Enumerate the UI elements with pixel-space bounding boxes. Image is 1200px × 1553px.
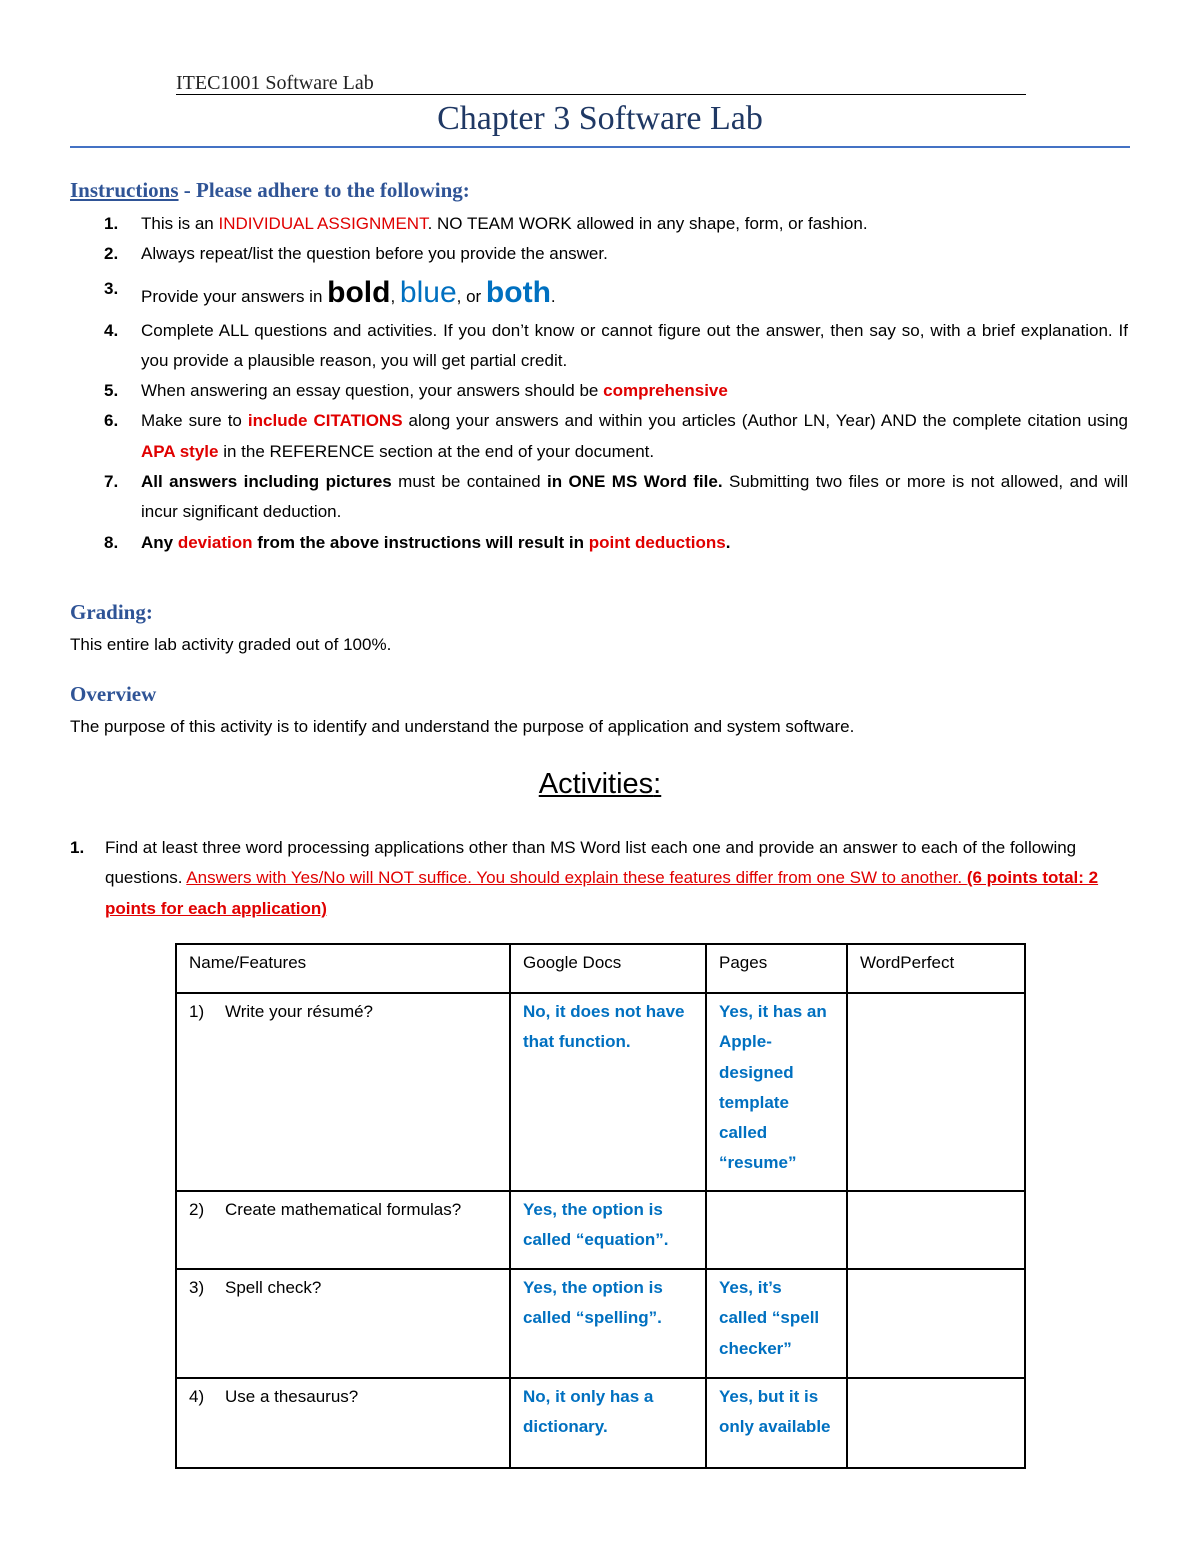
instruction-number: 2.	[104, 244, 119, 264]
instruction-text: This is an	[141, 214, 219, 233]
question-text: Write your résumé?	[225, 1002, 374, 1021]
table-header-row	[176, 944, 1025, 993]
question-number: 4)	[189, 1387, 205, 1406]
table-header: WordPerfect	[847, 944, 1025, 993]
instruction-item	[70, 209, 1128, 239]
instruction-text: When answering an essay question, your answers should be	[141, 381, 604, 401]
instruction-item	[70, 270, 1128, 316]
instruction-item	[70, 239, 1128, 269]
instruction-both-sample: both	[485, 275, 551, 309]
instruction-highlight: deviation	[177, 532, 253, 552]
pages-answer: Yes, but it is only available	[706, 1378, 847, 1468]
overview-text: The purpose of this activity is to identify and understand the purpose of application and system software.	[70, 717, 855, 736]
instruction-item	[70, 376, 1128, 406]
pages-answer	[706, 1191, 847, 1269]
instruction-text: Provide your answers in	[141, 286, 328, 306]
instruction-item	[70, 406, 1128, 467]
instructions-heading-link: Instructions	[70, 178, 179, 202]
instruction-bold-text: in ONE MS Word file.	[546, 472, 723, 492]
activity-item	[70, 833, 1128, 924]
instruction-bold-sample: bold	[327, 275, 391, 309]
instruction-blue-sample: blue	[399, 275, 457, 309]
instruction-highlight: point deductions	[588, 532, 726, 552]
grading-heading: Grading:	[70, 600, 153, 624]
instruction-highlight: INDIVIDUAL ASSIGNMENT	[218, 214, 428, 233]
table-row	[176, 1378, 1025, 1468]
page-title: Chapter 3 Software Lab	[437, 100, 763, 137]
table-row	[176, 1269, 1025, 1378]
instruction-highlight: APA style	[141, 441, 219, 461]
instruction-text: . NO TEAM WORK allowed in any shape, form, or fashion.	[427, 214, 868, 233]
instruction-item	[70, 528, 1128, 558]
activity-description: Find at least three word processing applications other than MS Word list each one and provide an answer to each of the following questions.	[105, 838, 1077, 888]
instruction-text: , or	[456, 286, 486, 306]
wordperfect-answer	[847, 993, 1025, 1191]
pages-answer: Yes, it’s called “spell checker”	[706, 1269, 847, 1378]
instruction-number: 6.	[104, 411, 119, 431]
question-cell	[176, 1378, 510, 1468]
activity-number: 1.	[70, 838, 85, 857]
instruction-number: 3.	[104, 278, 119, 298]
question-text: Spell check?	[225, 1278, 322, 1297]
wordperfect-answer	[847, 1378, 1025, 1468]
instruction-highlight: include CITATIONS	[247, 411, 403, 431]
instruction-number: 1.	[104, 214, 119, 233]
instruction-text: Make sure to	[141, 411, 248, 431]
instructions-heading	[70, 178, 470, 203]
question-number: 1)	[189, 1002, 205, 1021]
instruction-bold-text: Any	[141, 532, 178, 552]
instruction-text: Complete ALL questions and activities. If you don’t know or cannot figure out the answer, then say so, with a brief explanation. If you provide a plausible reason, you will get partial credit.	[141, 320, 1128, 370]
overview-heading: Overview	[70, 682, 157, 706]
instruction-text: Always repeat/list the question before you provide the answer.	[141, 244, 608, 264]
instructions-heading-rest: - Please adhere to the following:	[178, 178, 470, 202]
instruction-item	[70, 316, 1128, 377]
activity-warning: Answers with Yes/No will NOT suffice. You should explain these features differ from one SW to another.	[186, 868, 967, 888]
question-text: Create mathematical formulas?	[225, 1200, 462, 1219]
google-docs-answer: No, it only has a dictionary.	[510, 1378, 706, 1468]
table-row	[176, 1191, 1025, 1269]
instruction-bold-text: from the above instructions will result in	[252, 532, 589, 552]
table-header: Pages	[706, 944, 847, 993]
grading-text: This entire lab activity graded out of 100%.	[70, 635, 392, 654]
wordperfect-answer	[847, 1191, 1025, 1269]
table-header: Google Docs	[510, 944, 706, 993]
instruction-number: 5.	[104, 381, 119, 401]
instructions-list	[70, 209, 1128, 558]
question-number: 3)	[189, 1278, 205, 1297]
google-docs-answer: Yes, the option is called “spelling”.	[510, 1269, 706, 1378]
activity-text	[70, 833, 1128, 924]
table-header: Name/Features	[176, 944, 510, 993]
question-cell	[176, 1191, 510, 1269]
running-header: ITEC1001 Software Lab	[176, 72, 1026, 95]
instruction-highlight: comprehensive	[603, 381, 728, 401]
activities-heading	[70, 768, 1130, 801]
instruction-text: .	[550, 286, 556, 306]
question-cell	[176, 1269, 510, 1378]
question-number: 2)	[189, 1200, 205, 1219]
instruction-text: along your answers and within you articles (Author LN, Year) AND the complete citation using	[402, 411, 1128, 431]
instruction-number: 4.	[104, 320, 119, 340]
instruction-text: must be contained	[391, 472, 547, 492]
title-divider	[70, 146, 1130, 148]
pages-answer: Yes, it has an Apple-designed template called “resume”	[706, 993, 847, 1191]
instruction-bold-text: All answers including pictures	[141, 472, 392, 492]
google-docs-answer: No, it does not have that function.	[510, 993, 706, 1191]
instruction-text: ,	[390, 286, 400, 306]
table-row	[176, 993, 1025, 1191]
activities-heading-text: Activities	[538, 768, 654, 800]
google-docs-answer: Yes, the option is called “equation”.	[510, 1191, 706, 1269]
instruction-item	[70, 467, 1128, 528]
instruction-text: in the REFERENCE section at the end of your document.	[218, 441, 655, 461]
activity-points: (6 points total: 2 points for each application)	[105, 868, 1099, 918]
instruction-text: Submitting two files or more is not allowed, and will incur significant deduction.	[141, 472, 1128, 522]
instruction-number: 8.	[104, 532, 119, 552]
question-cell	[176, 993, 510, 1191]
question-text: Use a thesaurus?	[225, 1387, 359, 1406]
instruction-number: 7.	[104, 472, 119, 492]
wordperfect-answer	[847, 1269, 1025, 1378]
features-table	[175, 943, 1026, 1469]
instruction-bold-text: .	[725, 532, 731, 552]
activities-heading-colon: :	[653, 768, 662, 800]
